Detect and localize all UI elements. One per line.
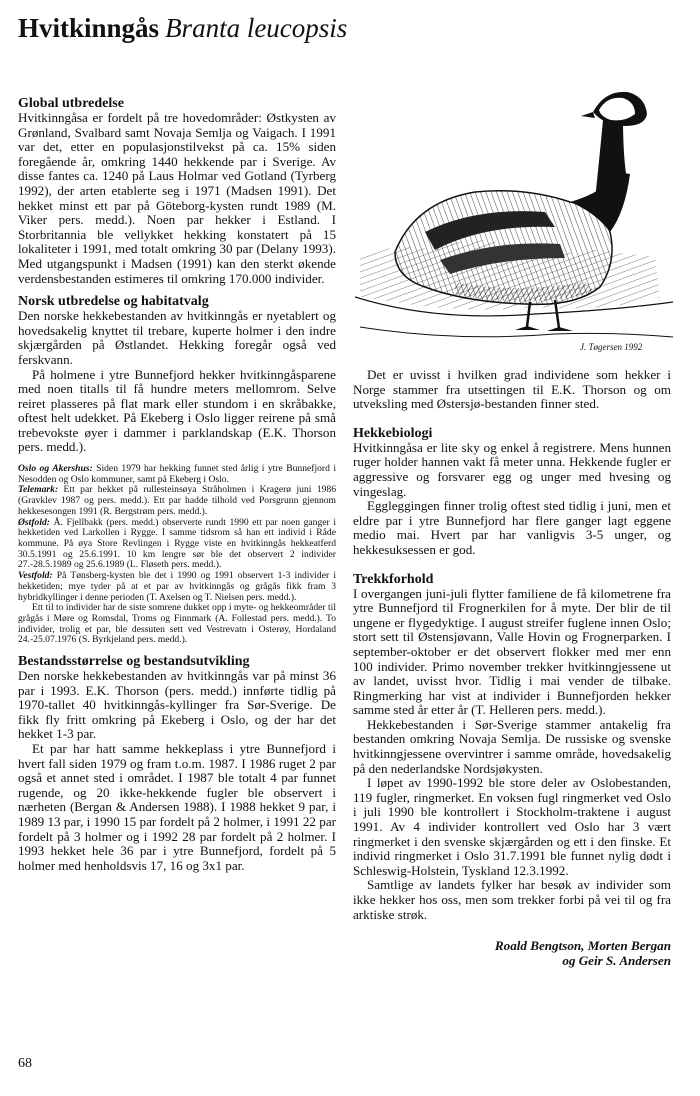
species-name: Hvitkinngås [18, 13, 160, 43]
heading-hekkebiologi: Hekkebiologi [353, 425, 433, 441]
norsk-paragraph-1: Den norske hekkebestanden av hvitkinngås er nyetablert og hovedsakelig knyttet til trebare, kuperte holmer i den indre skjærgården på Østlandet. Hekking foregår også ved ferskvann. [18, 308, 336, 367]
barnacle-goose-drawing [355, 82, 673, 354]
goose-illustration [355, 82, 673, 354]
species-latin-name: Branta leucopsis [165, 13, 348, 43]
authors-line-1: Roald Bengtson, Morten Bergan [494, 938, 671, 954]
trekk-paragraph-3: I løpet av 1990-1992 ble store deler av Oslobestanden, 119 fugler, ringmerket. En voksen fugl ringmerket ved Oslo i juli 1990 ble kontrollert i Stockholm-traktene i august 1991. Av 4 individer kontrollert ved Oslo har 3 vært ringmerket i den svenske skjærgården og ett i den finske. Et individ ringmerket i Oslo 31.7.1991 ble funnet nylig dødt i Schleswig-Holstein, Tyskland 12.3.1992. [353, 775, 671, 878]
global-paragraph: Hvitkinngåsa er fordelt på tre hovedområder: Østkysten av Grønland, Svalbard samt Novaja Semlja og Vaigach. I 1991 var det, etter en populasjonstilvekst på ca. 15% siden foregående år, omkring 1440 hekkende par i Sverige. Av disse fantes ca. 1240 på Laus Holmar ved Gotland (Tyrberg 1992), der arten etablerte seg i 1971 (Madsen 1991). Det hekket minst ett par på Göteborg-kysten rundt 1989 (M. Viker pers. medd.). Noen par hekker i Estland. I Storbritannia ble vellykket hekking konstatert på 15 lokaliteter i 1991, med totalt omkring 30 par (Delany 1993). Med utgangspunkt i Madsen (1991) kan den sterkt økende verdensbestanden estimeres til omkring 170.000 individer. [18, 110, 336, 286]
heading-bestand: Bestandsstørrelse og bestandsutvikling [18, 654, 250, 670]
page-title [18, 14, 347, 44]
heading-global: Global utbredelse [18, 96, 124, 111]
trekk-paragraph-1: I overgangen juni-juli flytter familiene de få kilometrene fra ytre Bunnefjord til Frognerkilen for å myte. Der blir de til ungene er flygedyktige. I august streifer fuglene innen Oslo; stort sett til Østensjøvann, Valle Hovin og Frognerparken. I september-oktober er det observert flokker med mer enn 100 individer. Primo november trekker hvitkinngjessene ut av landet, uvisst hvor. Tidlig i mai vender de tilbake. Ringmerking har vist at individer i Bunnefjorden hekker samme sted år etter år (T. Helleren pers. medd.). [353, 585, 671, 718]
note-ostfold: Østfold: Å. Fjellbakk (pers. medd.) observerte rundt 1990 ett par noen ganger i hekketiden ved Larkollen i Rygge. I samme tidsrom så han ett individ i Råde kommune. På øya Store Revlingen i Rygge viste en hvitkinngås hekkeatferd 30.5.1991 og 25.6.1991. 10 km lengre sør ble det observert 2 individer 27.-28.5.1989 og 25.6.1989 (L. Fløseth pers. medd.). [18, 516, 336, 571]
author-credits [353, 938, 671, 968]
right-column [353, 368, 671, 968]
illustration-signature: J. Tøgersen 1992 [580, 342, 643, 352]
authors-line-2: og Geir S. Andersen [562, 953, 671, 969]
trekk-paragraph-4: Samtlige av landets fylker har besøk av individer som ikke hekker hos oss, men som trekker forbi på vei til og fra arktiske strøk. [353, 877, 671, 922]
note-vestfold: Vestfold: På Tønsberg-kysten ble det i 1990 og 1991 observert 1-3 individer i hekketiden; mye tyder på at et par av hvitkinngås og grågås fikk fram 3 hybridkyllinger i denne perioden (T. Axelsen og T. Nielsen pers. medd.). [18, 570, 336, 603]
heading-norsk: Norsk utbredelse og habitatvalg [18, 294, 209, 310]
intro-paragraph: Det er uvisst i hvilken grad individene som hekker i Norge stammer fra utsettingen til E.K. Thorson og om utveksling med Østersjø-bestanden finner sted. [353, 367, 671, 412]
norsk-paragraph-2: På holmene i ytre Bunnefjord hekker hvitkinngåsparene med noen titalls til få hundre meters mellomrom. Selve reiret plasseres på flat mark eller stundom i en skråbakke, oftest helt udekket. På Ekeberg i Oslo ligger reirene på små trebevokste øyer i dammer i parklandskap (E.K. Thorson pers. medd.). [18, 366, 336, 455]
note-oslo: Oslo og Akershus: Siden 1979 har hekking funnet sted årlig i ytre Bunnefjord i Nesodden og Oslo kommuner, samt på Ekeberg i Oslo. [18, 463, 336, 485]
bestand-paragraph-1: Den norske hekkebestanden av hvitkinngås var på minst 36 par i 1993. E.K. Thorson (pers. medd.) innførte tidlig på 1970-tallet 40 hvitkinngås-kyllinger fra Sør-Sverige. De fikk fly fritt omkring på Ekeberg i Oslo, og der har det hekket 1-3 par. [18, 668, 336, 742]
hekkebiologi-paragraph-2: Eggleggingen finner trolig oftest sted tidlig i juni, men et eldre par i ytre Bunnefjord har flere ganger lagt eggene medio mai. Hvert par har vanligvis 3-5 unger, og hekkesuksessen er god. [353, 498, 671, 557]
page-number: 68 [18, 1056, 32, 1071]
left-column [18, 96, 336, 873]
heading-trekk: Trekkforhold [353, 571, 434, 587]
trekk-paragraph-2: Hekkebestanden i Sør-Sverige stammer antakelig fra bestanden omkring Novaja Semlja. De russiske og svenske hvitkinngjessene overvintrer i samme område, hovedsakelig på den nederlandske Nordsjøkysten. [353, 716, 671, 776]
bestand-paragraph-2: Et par har hatt samme hekkeplass i ytre Bunnefjord i hvert fall siden 1979 og fram t.o.m. 1987. I 1986 ruget 2 par også et annet sted i området. I 1987 ble totalt 4 par funnet rugende, og 20 ikke-hekkende fugler ble observert i nærheten (Bergan & Andersen 1988). I 1988 hekket 9 par, i 1989 13 par, i 1990 15 par fordelt på 2 holmer, i 1991 22 par fordelt på 3 holmer og i 1992 28 par fordelt på 2 holmer. I 1993 hekket hele 36 par i ytre Bunnefjord, fordelt på 5 holmer med henholdsvis 17, 16 og 3x1 par. [18, 740, 336, 873]
note-telemark: Telemark: Ett par hekket på rullesteinsøya Stråholmen i Kragerø juni 1986 (Gravklev 1987 og pers. medd.). Ett par hadde tilhold ved Porsgrunn gjennom hekkesesongen 1991 (R. Bergstrøm pers. medd.). [18, 484, 336, 517]
hekkebiologi-paragraph-1: Hvitkinngåsa er lite sky og enkel å registrere. Mens hunnen ruger holder hannen vakt få meter unna. Hekkende fugler er aggressive og forsvarer egg og unger med hvesing og vingeslag. [353, 439, 671, 499]
regional-notes [18, 464, 336, 646]
note-other: Ett til to individer har de siste somrene dukket opp i myte- og hekkeområder til grågås i Møre og Romsdal, Troms og Finnmark (A. Follestad pers. medd.). To individer, trolig et par, ble dessuten sett ved Vestrevatn i Osterøy, Hordaland 24.-25.07.1976 (S. Byrkjeland pers. medd.). [18, 602, 336, 646]
